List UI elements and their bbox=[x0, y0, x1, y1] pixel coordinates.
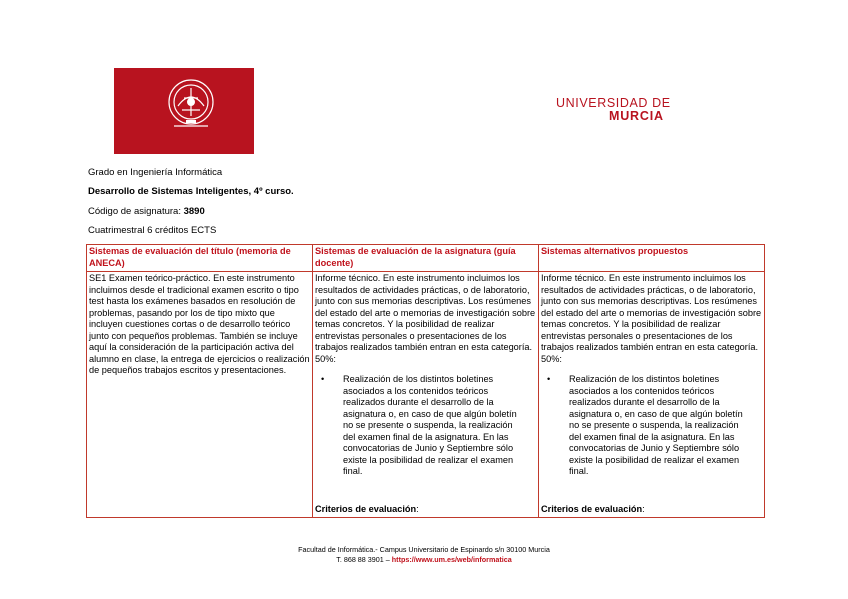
subject-code-value: 3890 bbox=[183, 206, 205, 217]
header-alternative-systems: Sistemas alternativos propuestos bbox=[539, 245, 765, 272]
term-credits: Cuatrimestral 6 créditos ECTS bbox=[88, 225, 217, 236]
criteria-label: Criterios de evaluación bbox=[315, 503, 417, 514]
cell-text: Informe técnico. En este instrumento incluimos los resultados de actividades prácticas, o de laboratorio, junto con sus memorias descriptivas. Los resúmenes del estado del arte o memorias de investigación sobre temas concretos. Y la posibilidad de realizar entrevistas personales o presentaciones de los trabajos realizados también entran en esta categoría. 50%: bbox=[541, 273, 762, 364]
criteria-colon: : bbox=[416, 503, 419, 514]
subject-code-label: Código de asignatura: bbox=[88, 206, 184, 217]
criteria-heading bbox=[541, 504, 645, 516]
list-item bbox=[315, 374, 536, 478]
cell-title-evaluation bbox=[87, 272, 313, 518]
criteria-label: Criterios de evaluación bbox=[541, 503, 643, 514]
table-header-row bbox=[87, 245, 765, 272]
table-row bbox=[87, 272, 765, 518]
bullet-icon: • bbox=[321, 374, 325, 384]
subject-title: Desarrollo de Sistemas Inteligentes, 4º curso. bbox=[88, 186, 294, 197]
list-item bbox=[541, 374, 762, 478]
criteria-colon: : bbox=[642, 503, 645, 514]
degree-name: Grado en Ingeniería Informática bbox=[88, 167, 223, 178]
cell-alternative-systems bbox=[539, 272, 765, 518]
subject-code bbox=[88, 206, 205, 217]
footer-contact bbox=[0, 555, 848, 565]
university-name-line1: UNIVERSIDAD DE bbox=[556, 96, 671, 110]
footer-website-link[interactable]: https://www.um.es/web/informatica bbox=[391, 555, 512, 564]
list-item-text: Realización de los distintos boletines asociados a los contenidos teóricos realizados durante el desarrollo de la asignatura o, en caso de que algún boletín no se presente o suspenda, la realización del examen final de la asignatura. En las convocatorias de Junio y Septiembre sólo existe la posibilidad de realizar el examen final. bbox=[343, 374, 517, 476]
header-title-evaluation: Sistemas de evaluación del título (memoria de ANECA) bbox=[87, 245, 313, 272]
cell-subject-evaluation bbox=[313, 272, 539, 518]
university-wordmark bbox=[556, 97, 671, 123]
criteria-heading bbox=[315, 504, 419, 516]
evaluation-table bbox=[86, 244, 765, 518]
subject-name bbox=[88, 186, 294, 197]
cell-text: Informe técnico. En este instrumento incluimos los resultados de actividades prácticas, o de laboratorio, junto con sus memorias descriptivas. Los resúmenes del estado del arte o memorias de investigación sobre temas concretos. Y la posibilidad de realizar entrevistas personales o presentaciones de los trabajos realizados también entran en esta categoría. 50%: bbox=[315, 273, 536, 364]
university-seal-icon bbox=[164, 76, 218, 134]
header-subject-evaluation: Sistemas de evaluación de la asignatura (guía docente) bbox=[313, 245, 539, 272]
footer-phone: T. 868 88 3901 – bbox=[336, 555, 392, 564]
university-name-line2: MURCIA bbox=[609, 109, 664, 123]
cell-text: SE1 Examen teórico-práctico. En este instrumento incluimos desde el tradicional examen escrito o tipo test hasta los exámenes basados en resolución de problemas, pasando por los de tipo mixto que incluyen cuestiones cortas o de desarrollo teórico junto con pequeños problemas. También se incluye aquí la consideración de la participación activa del alumno en clase, la entrega de ejercicios o realización de pequeños trabajos escritos y presentaciones. bbox=[89, 273, 310, 375]
list-item-text: Realización de los distintos boletines asociados a los contenidos teóricos realizados durante el desarrollo de la asignatura o, en caso de que algún boletín no se presente o suspenda, la realización del examen final de la asignatura. En las convocatorias de Junio y Septiembre sólo existe la posibilidad de realizar el examen final. bbox=[569, 374, 743, 476]
footer-address: Facultad de Informática.- Campus Universitario de Espinardo s/n 30100 Murcia bbox=[298, 545, 550, 554]
university-logo-block bbox=[114, 68, 254, 154]
bullet-icon: • bbox=[547, 374, 551, 384]
